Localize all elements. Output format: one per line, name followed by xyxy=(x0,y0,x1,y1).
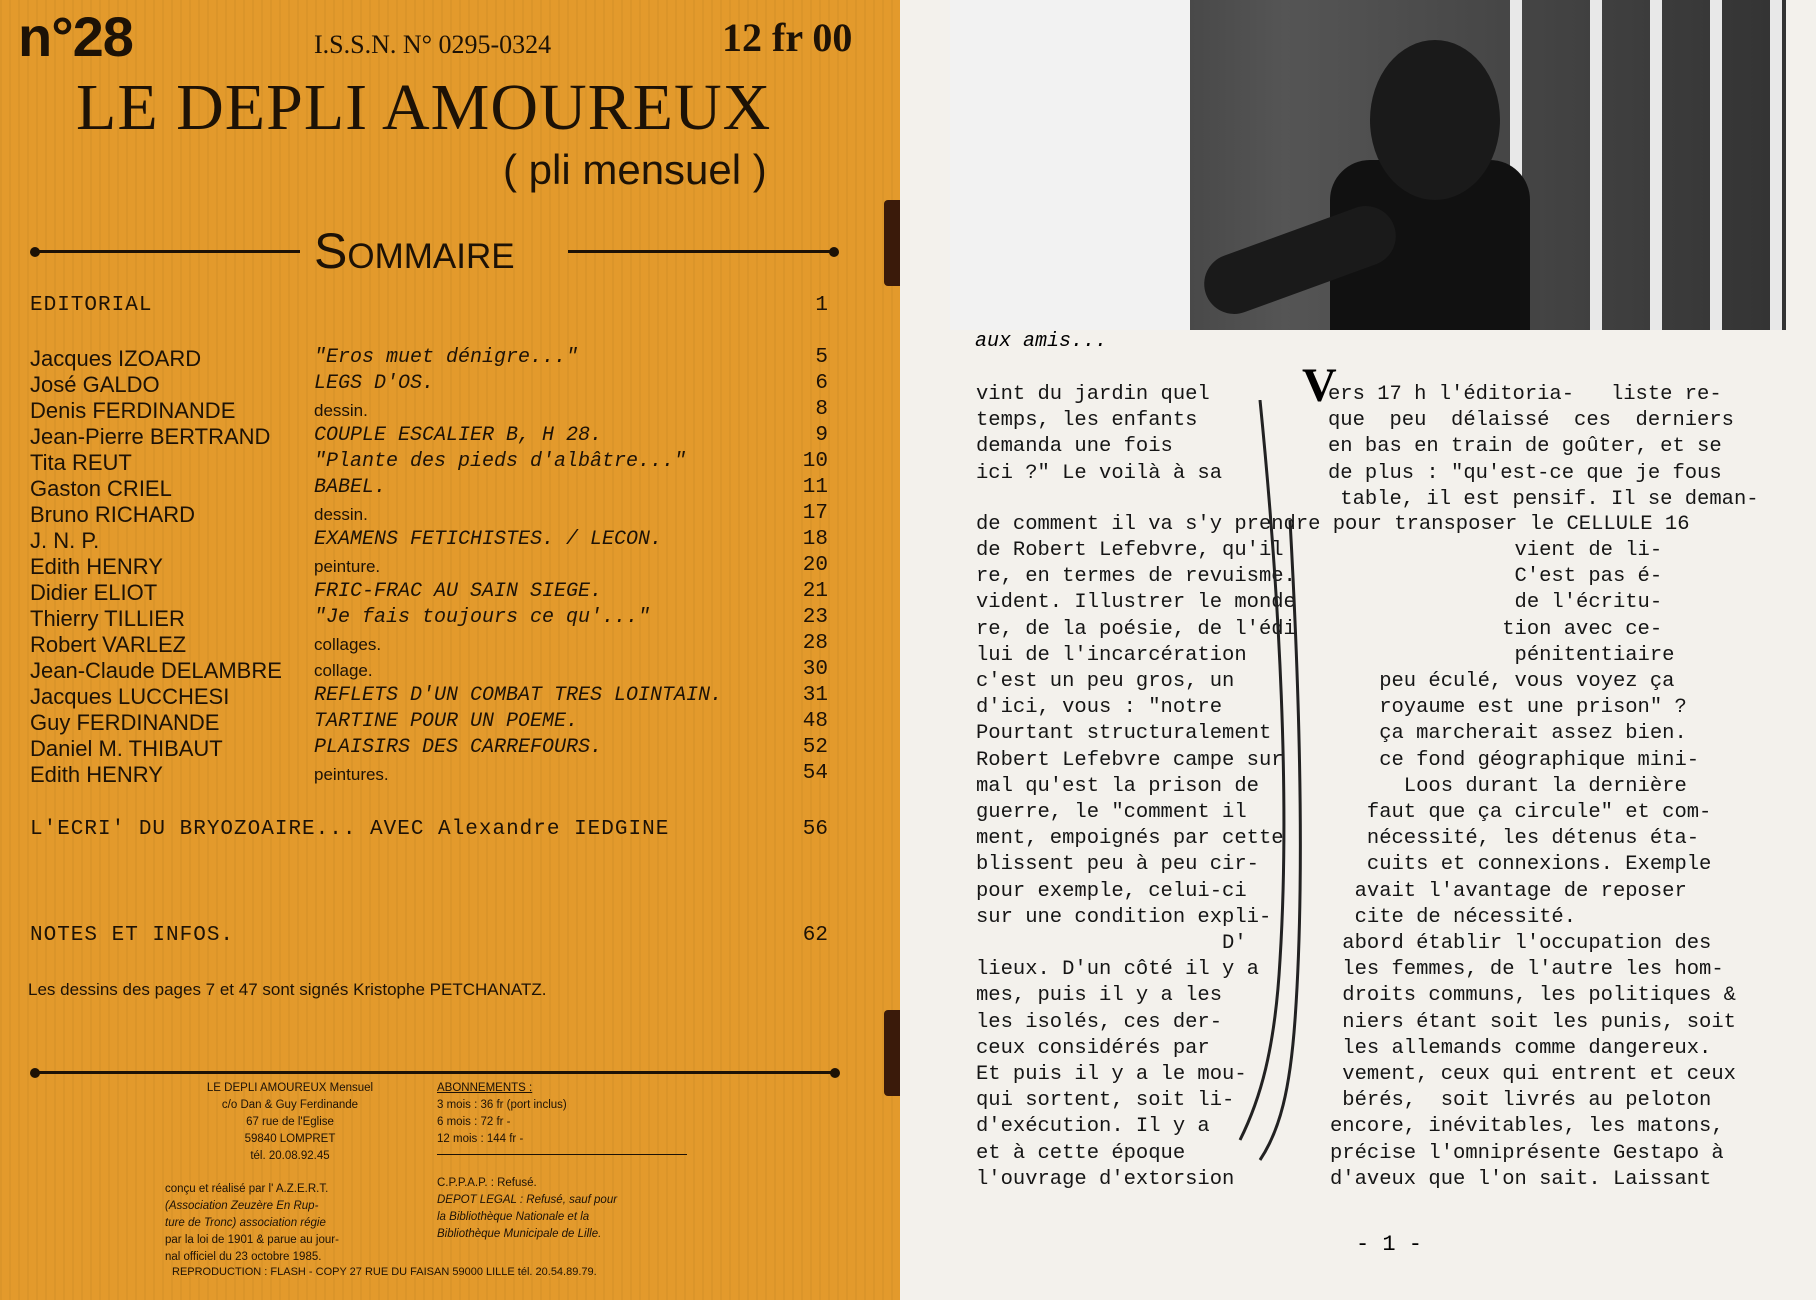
toc-page: 9 xyxy=(815,424,828,447)
sommaire-rule-right xyxy=(568,250,834,253)
toc-title: collages. xyxy=(314,635,382,654)
toc-author: Jean-Claude DELAMBRE xyxy=(30,658,282,683)
toc-author: Didier ELIOT xyxy=(30,580,158,605)
photo-caption: aux amis... xyxy=(975,330,1108,353)
toc-page: 30 xyxy=(802,658,828,681)
page-number: - 1 - xyxy=(1356,1232,1423,1257)
toc-notes-page: 62 xyxy=(802,924,828,947)
toc-page: 6 xyxy=(815,372,828,395)
article-column-left: vint du jardin quel temps, les enfants demanda une fois ici ?" Le voilà à sa xyxy=(976,383,1223,485)
toc-page: 54 xyxy=(802,762,828,785)
made-by-line: par la loi de 1901 & parue au jour- xyxy=(165,1234,339,1246)
toc-row xyxy=(0,502,900,528)
drop-cap: V xyxy=(1302,359,1337,412)
toc-author: Gaston CRIEL xyxy=(30,476,172,501)
legs-illustration xyxy=(1220,400,1310,1170)
toc-row xyxy=(0,580,900,606)
toc-editorial xyxy=(0,294,900,320)
rule-dot xyxy=(830,1068,840,1078)
toc-row xyxy=(0,632,900,658)
toc-author: Daniel M. THIBAUT xyxy=(30,736,223,761)
toc-page: 11 xyxy=(802,476,828,499)
toc-page: 5 xyxy=(815,346,828,369)
prison-photo xyxy=(950,0,1786,330)
toc-page: 8 xyxy=(815,398,828,421)
magazine-title: LE DEPLI AMOUREUX xyxy=(76,71,772,144)
toc-author: J. N. P. xyxy=(30,528,100,553)
toc-row xyxy=(0,554,900,580)
article-column-right-2: vient de li- C'est pas é- de l'écritu- tion avec ce- pénitentiaire peu éculé, vous voyez ça royaume est une prison" ? ça marcherait assez bien. ce fond géographique mini- Loos durant la dernière faut que ça circule" et com- nécessité, les détenus éta- cuits et connexions. Exemple avait l'avantage de reposer cite de nécessité. abord établir l'occupation des les femmes, de l'autre les hom- droits communs, les politiques & niers étant soit les punis, soit les allemands comme dangereux. vement, ceux qui entrent et ceux bérés, soit livrés au peloton encore, inévitables, les matons, précise l'omniprésente Gestapo à d'aveux que l'on sait. Laissant xyxy=(1330,539,1736,1191)
toc-row xyxy=(0,684,900,710)
toc-author: Robert VARLEZ xyxy=(30,632,187,657)
made-by-line: conçu et réalisé par l' A.Z.E.R.T. xyxy=(165,1183,329,1195)
toc-row xyxy=(0,450,900,476)
toc-author: Edith HENRY xyxy=(30,762,163,787)
toc-page: 52 xyxy=(802,736,828,759)
toc-page: 23 xyxy=(802,606,828,629)
toc-page: 10 xyxy=(802,450,828,473)
made-by-line: (Association Zeuzère En Rup- xyxy=(165,1200,319,1212)
toc-author: Denis FERDINANDE xyxy=(30,398,236,423)
toc-title: dessin. xyxy=(314,401,368,420)
article-column-left-2: de Robert Lefebvre, qu'il re, en termes de revuisme. vident. Illustrer le monde re, de la poésie, de l'édi lui de l'incarcération c'est un peu gros, un d'ici, vous : "notre Pourtant structuralement Robert Lefebvre campe sur mal qu'est la prison de guerre, le "comment il ment, empoignés par cette blissent peu à peu cir- pour exemple, celui-ci sur une condition expli- D' lieux. D'un côté il y a mes, puis il y a les les isolés, ces der- ceux considérés par Et puis il y a le mou- qui sortent, soit li- d'exécution. Il y a et à cette époque l'ouvrage d'extorsion xyxy=(976,539,1296,1191)
toc-title: FRIC-FRAC AU SAIN SIEGE. xyxy=(314,580,603,603)
toc-title: collage. xyxy=(314,661,373,680)
address-line: 67 rue de l'Eglise xyxy=(246,1116,334,1128)
toc-page: 20 xyxy=(802,554,828,577)
toc-title: dessin. xyxy=(314,505,368,524)
toc-bryozoaire xyxy=(0,818,900,844)
price: 12 fr 00 xyxy=(722,15,853,60)
toc-page: 21 xyxy=(802,580,828,603)
toc-title: peinture. xyxy=(314,557,381,576)
toc-notes-label: NOTES ET INFOS. xyxy=(30,924,235,947)
sommaire-heading: Sommaire xyxy=(314,223,515,279)
toc-editorial-label: EDITORIAL xyxy=(30,294,153,317)
subscriptions-title: ABONNEMENTS : xyxy=(437,1082,533,1094)
toc-page: 28 xyxy=(802,632,828,655)
toc-page: 17 xyxy=(802,502,828,525)
address-line: LE DEPLI AMOUREUX Mensuel xyxy=(206,1082,374,1094)
toc-author: Bruno RICHARD xyxy=(30,502,196,527)
toc-row xyxy=(0,658,900,684)
legal-line: Bibliothèque Municipale de Lille. xyxy=(437,1228,602,1240)
reproduction-line: REPRODUCTION : FLASH - COPY 27 RUE DU FAISAN 59000 LILLE tél. 20.54.89.79. xyxy=(172,1266,597,1278)
toc-editorial-page: 1 xyxy=(815,294,828,317)
rule-dot xyxy=(829,247,839,257)
subscription-line: 6 mois : 72 fr - xyxy=(437,1116,511,1128)
toc-row xyxy=(0,476,900,502)
made-by-line: ture de Tronc) association régie xyxy=(165,1217,326,1229)
footer-rule xyxy=(36,1071,836,1074)
toc-row xyxy=(0,346,900,372)
address-line: c/o Dan & Guy Ferdinande xyxy=(221,1099,359,1111)
magazine-subtitle: ( pli mensuel ) xyxy=(503,146,767,193)
issn: I.S.S.N. N° 0295-0324 xyxy=(314,30,552,59)
toc-bryozoaire-page: 56 xyxy=(802,818,828,841)
toc-author: Tita REUT xyxy=(30,450,132,475)
toc-title: "Plante des pieds d'albâtre..." xyxy=(314,450,687,473)
toc-row xyxy=(0,736,900,762)
toc-row xyxy=(0,424,900,450)
sommaire-rule-left xyxy=(36,250,300,253)
issue-number: n°28 xyxy=(18,5,133,68)
article-column-right: ers 17 h l'éditoria- liste re- que peu délaissé ces derniers en bas en train de goûter, et se de plus : "qu'est-ce que je fous table, il est pensif. Il se deman- xyxy=(1328,383,1759,511)
toc-author: Edith HENRY xyxy=(30,554,163,579)
toc-page: 48 xyxy=(802,710,828,733)
toc-page: 18 xyxy=(802,528,828,551)
toc-row xyxy=(0,762,900,788)
legal-line: la Bibliothèque Nationale et la xyxy=(437,1211,590,1223)
toc-title: BABEL. xyxy=(314,476,387,499)
toc-row xyxy=(0,528,900,554)
address-line: tél. 20.08.92.45 xyxy=(250,1150,330,1162)
toc-title: LEGS D'OS. xyxy=(314,372,435,395)
toc-row xyxy=(0,606,900,632)
toc-author: Thierry TILLIER xyxy=(30,606,185,631)
toc-page: 31 xyxy=(802,684,828,707)
subscription-line: 3 mois : 36 fr (port inclus) xyxy=(437,1099,567,1111)
made-by-line: nal officiel du 23 octobre 1985. xyxy=(165,1251,322,1263)
toc-title: COUPLE ESCALIER B, H 28. xyxy=(314,424,603,447)
toc-row xyxy=(0,710,900,736)
toc-bryozoaire-label: L'ECRI' DU BRYOZOAIRE... AVEC Alexandre IEDGINE xyxy=(30,818,670,841)
toc-author: Guy FERDINANDE xyxy=(30,710,220,735)
toc-author: José GALDO xyxy=(30,372,160,397)
subscription-line: 12 mois : 144 fr - xyxy=(437,1133,524,1145)
toc-title: PLAISIRS DES CARREFOURS. xyxy=(314,736,603,759)
illustration-credits: Les dessins des pages 7 et 47 sont signés Kristophe PETCHANATZ. xyxy=(28,980,547,999)
toc-row xyxy=(0,372,900,398)
legal-line: DEPOT LEGAL : Refusé, sauf pour xyxy=(437,1194,618,1206)
toc-title: TARTINE POUR UN POEME. xyxy=(314,710,579,733)
toc-title: peintures. xyxy=(314,765,389,784)
article-wide-line: de comment il va s'y prendre pour transposer le CELLULE 16 xyxy=(976,513,1690,536)
toc-title: EXAMENS FETICHISTES. / LECON. xyxy=(314,528,663,551)
cover-page xyxy=(0,0,900,1300)
toc-row xyxy=(0,398,900,424)
toc-notes xyxy=(0,924,900,950)
toc-author: Jacques IZOARD xyxy=(30,346,202,371)
toc-author: Jean-Pierre BERTRAND xyxy=(30,424,271,449)
toc-title: "Je fais toujours ce qu'..." xyxy=(314,606,651,629)
toc-title: "Eros muet dénigre..." xyxy=(314,346,579,369)
toc-title: REFLETS D'UN COMBAT TRES LOINTAIN. xyxy=(314,684,723,707)
toc-author: Jacques LUCCHESI xyxy=(30,684,230,709)
address-line: 59840 LOMPRET xyxy=(244,1133,336,1145)
legal-line: C.P.P.A.P. : Refusé. xyxy=(437,1177,537,1189)
